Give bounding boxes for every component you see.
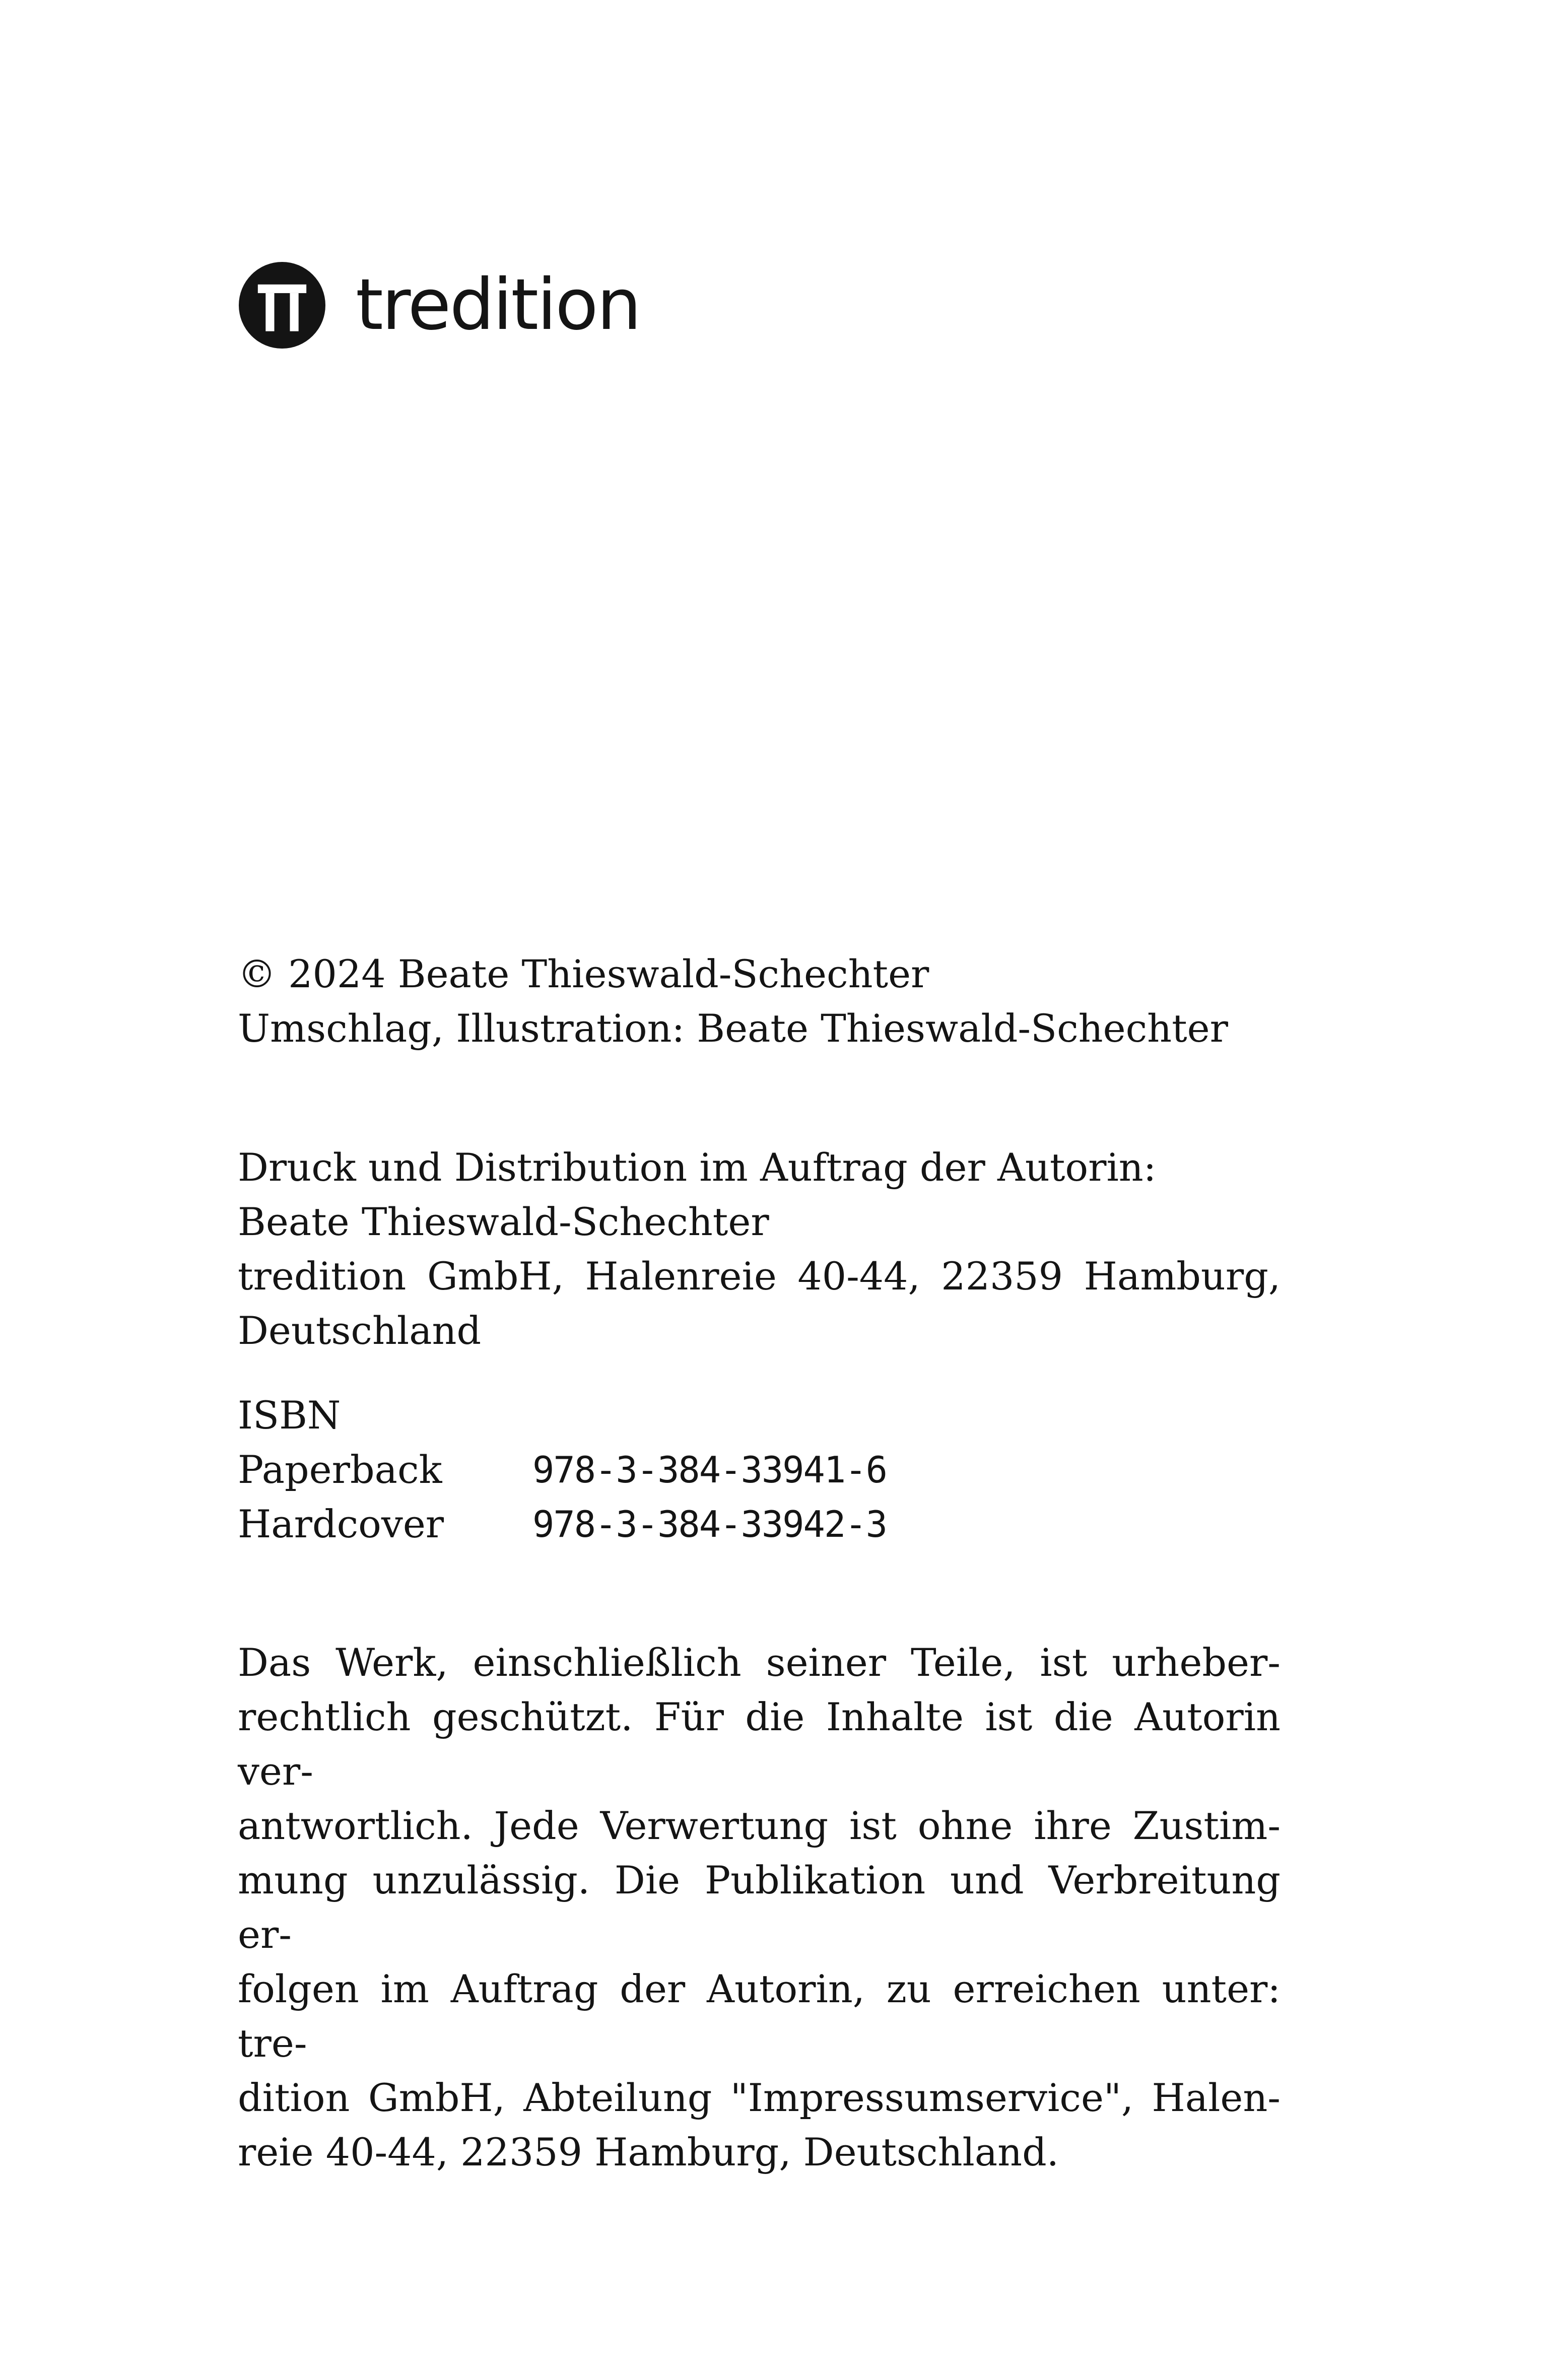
notice-line: rechtlich geschützt. Für die Inhalte ist die Autorin ver- <box>238 1694 1281 1794</box>
isbn-number: 978-3-384-33941-6 <box>532 1449 887 1491</box>
distribution-block <box>238 1140 1281 1358</box>
notice-line: reie 40-44, 22359 Hamburg, Deutschland. <box>238 2130 1059 2174</box>
isbn-label: Hardcover <box>238 1502 444 1546</box>
distribution-line-4: Deutschland <box>238 1308 482 1353</box>
isbn-number: 978-3-384-33942-3 <box>532 1503 887 1545</box>
legal-notice <box>238 1636 1281 2180</box>
notice-line: antwortlich. Jede Verwertung ist ohne ihre Zustim- <box>238 1803 1281 1848</box>
tredition-logo-icon <box>239 262 325 349</box>
isbn-heading: ISBN <box>238 1393 341 1438</box>
cover-credit-line: Umschlag, Illustration: Beate Thieswald-Schechter <box>238 1006 1228 1051</box>
distribution-line-3: tredition GmbH, Halenreie 40-44, 22359 Hamburg, <box>238 1254 1281 1299</box>
notice-line: folgen im Auftrag der Autorin, zu erreichen unter: tre- <box>238 1966 1281 2066</box>
credits-block <box>238 947 1281 1056</box>
notice-line: dition GmbH, Abteilung "Impressumservice", Halen- <box>238 2075 1281 2120</box>
distribution-line-2: Beate Thieswald-Schechter <box>238 1199 769 1244</box>
publisher-name: tredition <box>356 264 640 346</box>
isbn-row-hardcover <box>238 1497 1281 1551</box>
publisher-logo <box>239 262 640 349</box>
isbn-row-paperback <box>238 1443 1281 1497</box>
notice-line: mung unzulässig. Die Publikation und Verbreitung er- <box>238 1858 1281 1957</box>
notice-line: Das Werk, einschließlich seiner Teile, ist urheber- <box>238 1640 1281 1685</box>
isbn-label: Paperback <box>238 1447 442 1492</box>
copyright-line: © 2024 Beate Thieswald-Schechter <box>238 951 929 996</box>
isbn-block <box>238 1388 1281 1551</box>
distribution-line-1: Druck und Distribution im Auftrag der Autorin: <box>238 1145 1157 1190</box>
